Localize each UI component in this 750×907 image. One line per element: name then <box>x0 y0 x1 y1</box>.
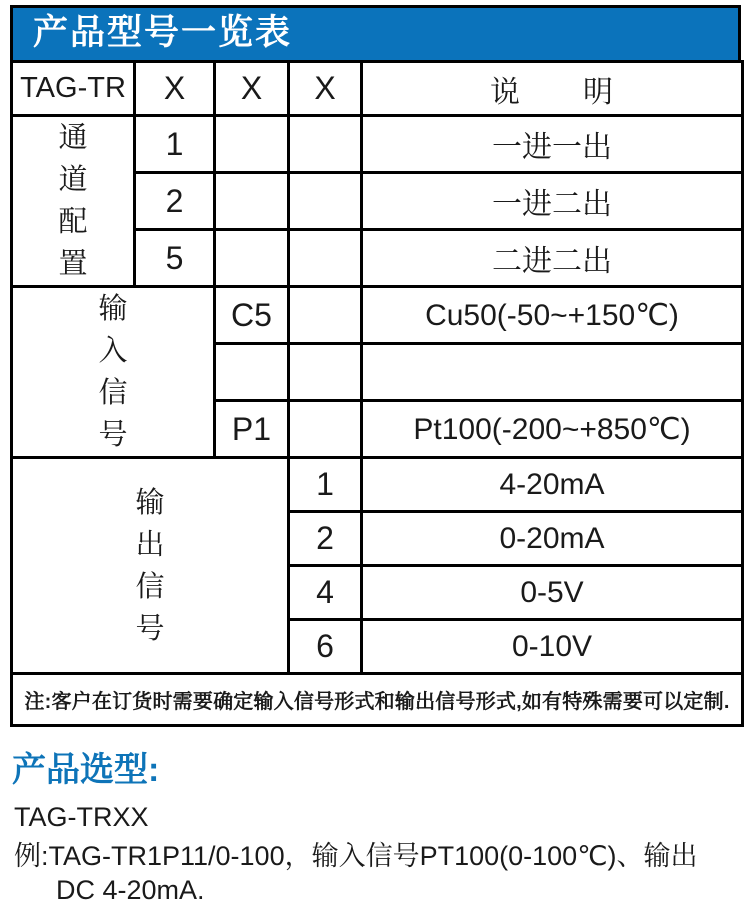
empty-cell <box>215 116 289 173</box>
product-selection-section <box>12 752 748 907</box>
empty-cell <box>289 287 362 344</box>
input-desc-cell: Pt100(-200~+850℃) <box>362 401 743 458</box>
channel-code-cell: 5 <box>135 230 215 287</box>
table-title: 产品型号一览表 <box>33 12 293 52</box>
channel-desc-cell: 二进二出 <box>362 230 743 287</box>
input-desc-cell: Cu50(-50~+150℃) <box>362 287 743 344</box>
output-row-1 <box>12 458 743 512</box>
model-table-box <box>10 5 741 727</box>
input-label-text: 输入信号 <box>98 293 128 452</box>
header-cell-description: 说 明 <box>362 62 743 116</box>
channel-row-1 <box>12 116 743 173</box>
channel-code-cell: 1 <box>135 116 215 173</box>
section-label-channel <box>12 116 135 287</box>
empty-cell <box>289 116 362 173</box>
header-cell-x1: X <box>135 62 215 116</box>
table-header-row <box>12 62 743 116</box>
output-code-cell: 4 <box>289 566 362 620</box>
output-desc-cell: 0-10V <box>362 620 743 674</box>
selection-heading: 产品选型: <box>12 751 160 789</box>
input-desc-cell <box>362 344 743 401</box>
selection-model-code: TAG-TRXX <box>14 802 149 833</box>
input-code-cell <box>215 344 289 401</box>
order-note: 注:客户在订货时需要确定输入信号形式和输出信号形式,如有特殊需要可以定制. <box>12 674 743 726</box>
selection-example-line2: DC 4-20mA. <box>56 875 205 906</box>
table-title-bar <box>10 5 741 60</box>
output-desc-cell: 0-20mA <box>362 512 743 566</box>
empty-cell <box>215 230 289 287</box>
empty-cell <box>215 173 289 230</box>
channel-desc-cell: 一进二出 <box>362 173 743 230</box>
empty-cell <box>289 401 362 458</box>
output-code-cell: 6 <box>289 620 362 674</box>
output-code-cell: 1 <box>289 458 362 512</box>
product-model-table <box>10 60 744 727</box>
input-row-1 <box>12 287 743 344</box>
output-desc-cell: 0-5V <box>362 566 743 620</box>
section-label-input <box>12 287 215 458</box>
selection-example-line1: 例:TAG-TR1P11/0-100，输入信号PT100(0-100℃)、输出 <box>14 840 698 871</box>
section-label-output <box>12 458 289 674</box>
header-cell-x3: X <box>289 62 362 116</box>
header-cell-x2: X <box>215 62 289 116</box>
input-code-cell: C5 <box>215 287 289 344</box>
input-code-cell: P1 <box>215 401 289 458</box>
channel-desc-cell: 一进一出 <box>362 116 743 173</box>
empty-cell <box>289 173 362 230</box>
output-label-text: 输出信号 <box>135 486 165 645</box>
output-desc-cell: 4-20mA <box>362 458 743 512</box>
note-row <box>12 674 743 726</box>
channel-label-text: 通道配置 <box>58 122 88 281</box>
channel-code-cell: 2 <box>135 173 215 230</box>
empty-cell <box>289 230 362 287</box>
empty-cell <box>289 344 362 401</box>
output-code-cell: 2 <box>289 512 362 566</box>
header-cell-model: TAG-TR <box>12 62 135 116</box>
